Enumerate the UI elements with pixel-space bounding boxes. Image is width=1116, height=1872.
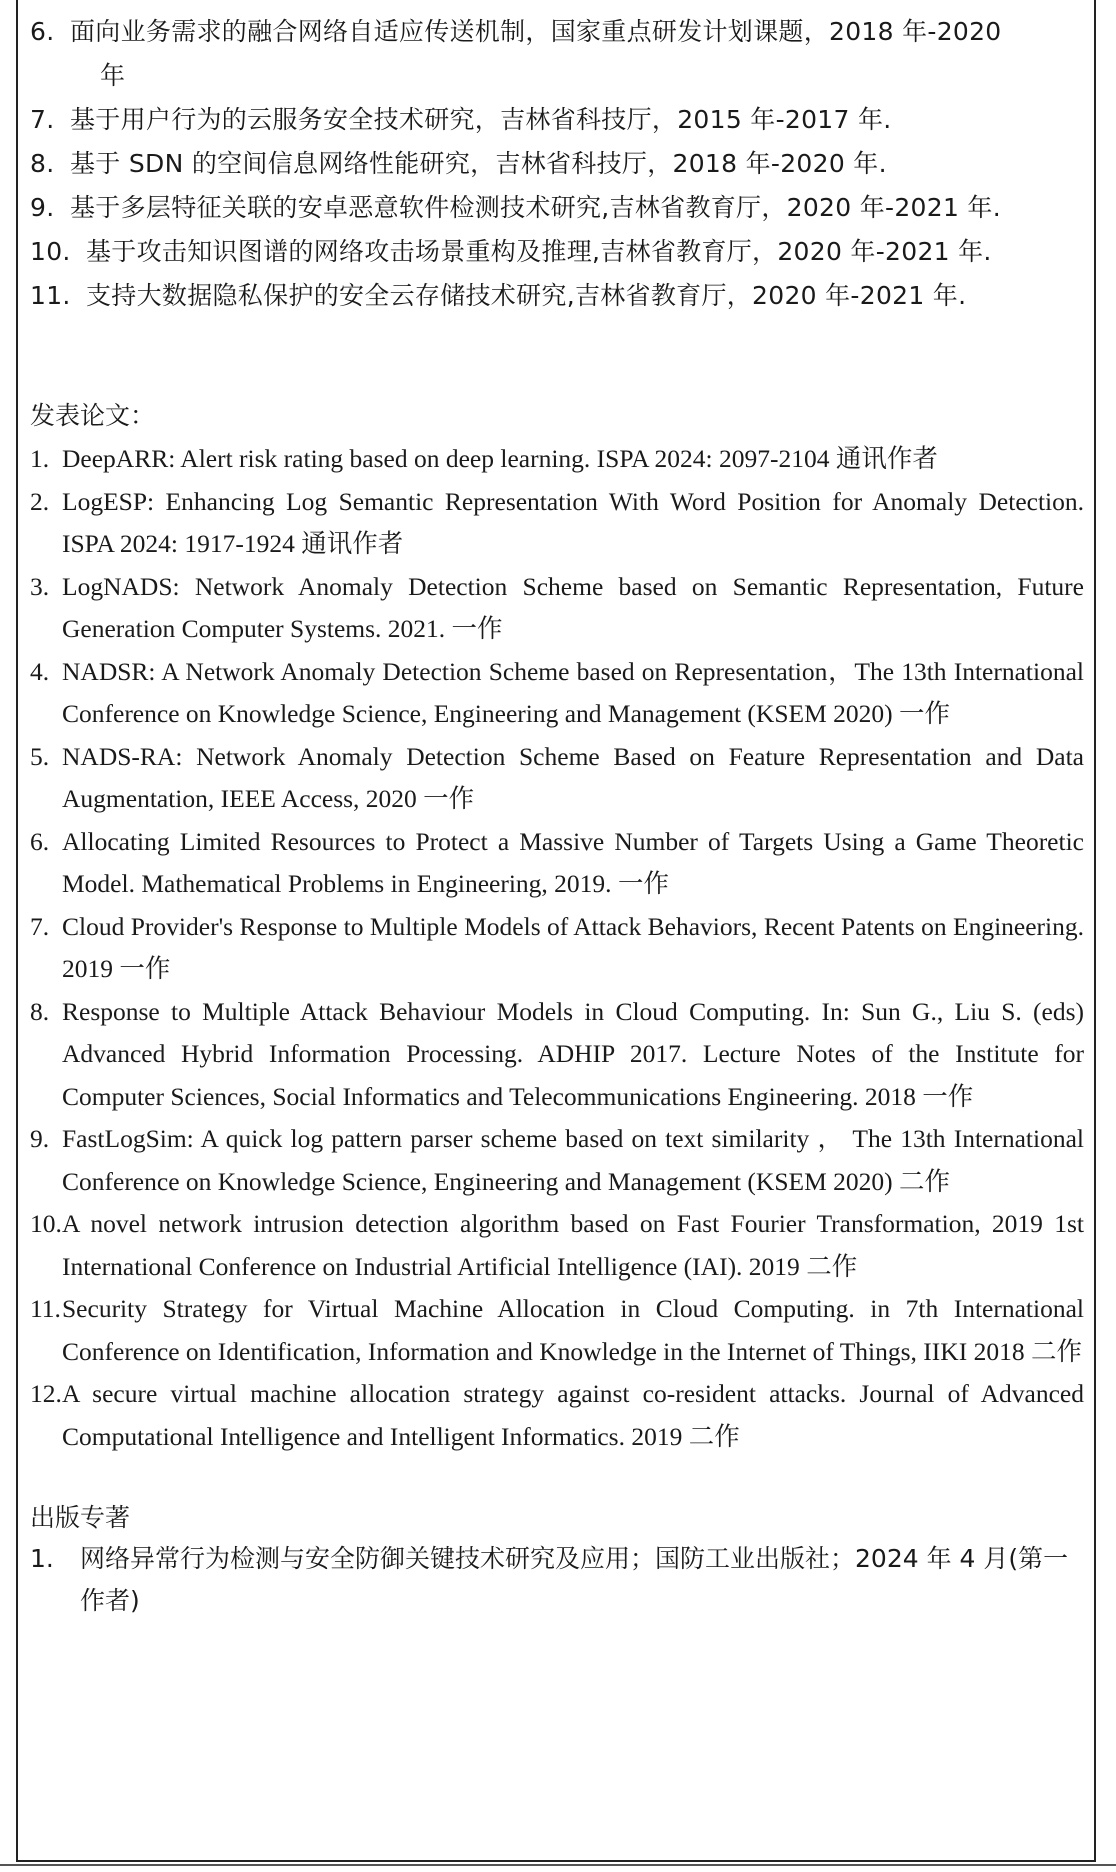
books-section-title: 出版专著: [30, 1503, 131, 1532]
project-item: [30, 230, 1084, 274]
paper-item: [30, 481, 1084, 566]
books-list: [30, 1538, 1084, 1622]
paper-number: 6.: [30, 826, 50, 856]
author-role-tag: 一作: [451, 614, 503, 644]
paper-citation: Cloud Provider's Response to Multiple Models of Attack Behaviors, Recent Patents on Engineering. 2019: [62, 911, 1084, 983]
book-item: [30, 1538, 1084, 1622]
project-text: 基于多层特征关联的安卓恶意软件检测技术研究,吉林省教育厅，2020 年-2021 年.: [70, 193, 1001, 222]
paper-item: [30, 651, 1084, 736]
paper-number: 3.: [30, 571, 50, 601]
paper-citation: Allocating Limited Resources to Protect a Massive Number of Targets Using a Game Theoretic Model. Mathematical Problems in Engineering, 2019.: [62, 826, 1084, 898]
project-item: [30, 274, 1084, 318]
project-text: 面向业务需求的融合网络自适应传送机制，国家重点研发计划课题，2018 年-2020: [70, 17, 1002, 46]
paper-number: 11.: [30, 1294, 61, 1323]
paper-citation: LogESP: Enhancing Log Semantic Representation With Word Position for Anomaly Detection. ISPA 2024: 1917-1924: [62, 486, 1084, 558]
project-number: 8.: [30, 149, 55, 178]
paper-item: [30, 1118, 1084, 1203]
paper-item: [30, 1203, 1084, 1288]
project-text-continuation: 年: [100, 61, 126, 90]
project-number: 7.: [30, 105, 55, 134]
papers-section-title: 发表论文：: [30, 401, 156, 430]
project-item: [30, 142, 1084, 186]
author-role-tag: 二作: [688, 1421, 740, 1452]
author-role-tag: 一作: [899, 699, 951, 729]
project-item: [30, 186, 1084, 230]
author-role-tag: 一作: [617, 869, 669, 899]
author-role-tag: 二作: [899, 1166, 951, 1197]
paper-number: 10.: [30, 1209, 62, 1238]
paper-citation: Security Strategy for Virtual Machine Allocation in Cloud Computing. in 7th International Conference on Identification, Information and Knowledge in the Internet of Things, IIKI 2018: [62, 1294, 1084, 1366]
project-number: 6.: [30, 17, 55, 46]
paper-citation: A novel network intrusion detection algorithm based on Fast Fourier Transformation, 2019 1st International Conference on Industrial Artificial Intelligence (IAI). 2019: [62, 1209, 1084, 1281]
paper-number: 2.: [30, 486, 50, 516]
author-role-tag: 通讯作者: [835, 444, 938, 474]
project-item: [30, 10, 1084, 54]
paper-citation: A secure virtual machine allocation strategy against co-resident attacks. Journal of Advanced Computational Intelligence and Intelligent Informatics. 2019: [62, 1379, 1084, 1451]
paper-number: 7.: [30, 911, 50, 941]
paper-item: [30, 1373, 1084, 1458]
project-text: 基于攻击知识图谱的网络攻击场景重构及推理,吉林省教育厅，2020 年-2021 年.: [86, 237, 992, 266]
paper-citation: FastLogSim: A quick log pattern parser scheme based on text similarity ， The 13th International Conference on Knowledge Science, Engineering and Management (KSEM 2020): [62, 1124, 1084, 1196]
book-text: 网络异常行为检测与安全防御关键技术研究及应用；国防工业出版社；2024 年 4 月(第一作者): [80, 1544, 1069, 1615]
author-role-tag: 二作: [1030, 1336, 1082, 1367]
author-role-tag: 通讯作者: [301, 529, 404, 559]
paper-item: [30, 991, 1084, 1119]
author-role-tag: 二作: [806, 1251, 858, 1282]
paper-number: 9.: [30, 1124, 50, 1153]
paper-number: 8.: [30, 996, 50, 1026]
paper-citation: LogNADS: Network Anomaly Detection Scheme based on Semantic Representation, Future Generation Computer Systems. 2021.: [62, 571, 1084, 643]
paper-item: [30, 906, 1084, 991]
papers-list: [30, 438, 1084, 1458]
paper-citation: DeepARR: Alert risk rating based on deep learning. ISPA 2024: 2097-2104: [62, 444, 836, 473]
project-number: 10.: [30, 237, 71, 266]
paper-item: [30, 438, 1084, 481]
bottom-rule: [0, 1864, 1116, 1872]
project-text: 基于 SDN 的空间信息网络性能研究，吉林省科技厅，2018 年-2020 年.: [70, 149, 887, 178]
spacer: [30, 318, 1084, 396]
author-role-tag: 一作: [119, 954, 171, 984]
paper-citation: Response to Multiple Attack Behaviour Models in Cloud Computing. In: Sun G., Liu S. (eds) Advanced Hybrid Information Processing. ADHIP 2017. Lecture Notes of the Institute for Computer Sciences, Social Informatics and Telecommunications Engineering. 2018: [62, 996, 1084, 1111]
author-role-tag: 一作: [423, 784, 475, 814]
paper-number: 1.: [30, 444, 50, 473]
paper-number: 4.: [30, 656, 50, 686]
paper-number: 12.: [30, 1379, 62, 1408]
paper-item: [30, 1288, 1084, 1373]
projects-list: [30, 10, 1084, 318]
spacer: [30, 1458, 1084, 1498]
author-role-tag: 一作: [922, 1081, 974, 1112]
paper-citation: NADSR: A Network Anomaly Detection Scheme based on Representation，The 13th International Conference on Knowledge Science, Engineering and Management (KSEM 2020): [62, 656, 1084, 728]
paper-number: 5.: [30, 741, 50, 771]
project-number: 9.: [30, 193, 55, 222]
paper-item: [30, 736, 1084, 821]
document-content: [30, 10, 1084, 1622]
project-item: [30, 98, 1084, 142]
project-number: 11.: [30, 281, 71, 310]
paper-item: [30, 566, 1084, 651]
paper-item: [30, 821, 1084, 906]
project-text: 基于用户行为的云服务安全技术研究，吉林省科技厅，2015 年-2017 年.: [70, 105, 892, 134]
project-text: 支持大数据隐私保护的安全云存储技术研究,吉林省教育厅，2020 年-2021 年.: [86, 281, 967, 310]
paper-citation: NADS-RA: Network Anomaly Detection Scheme Based on Feature Representation and Data Augmentation, IEEE Access, 2020: [62, 741, 1084, 813]
book-number: 1.: [30, 1544, 54, 1573]
